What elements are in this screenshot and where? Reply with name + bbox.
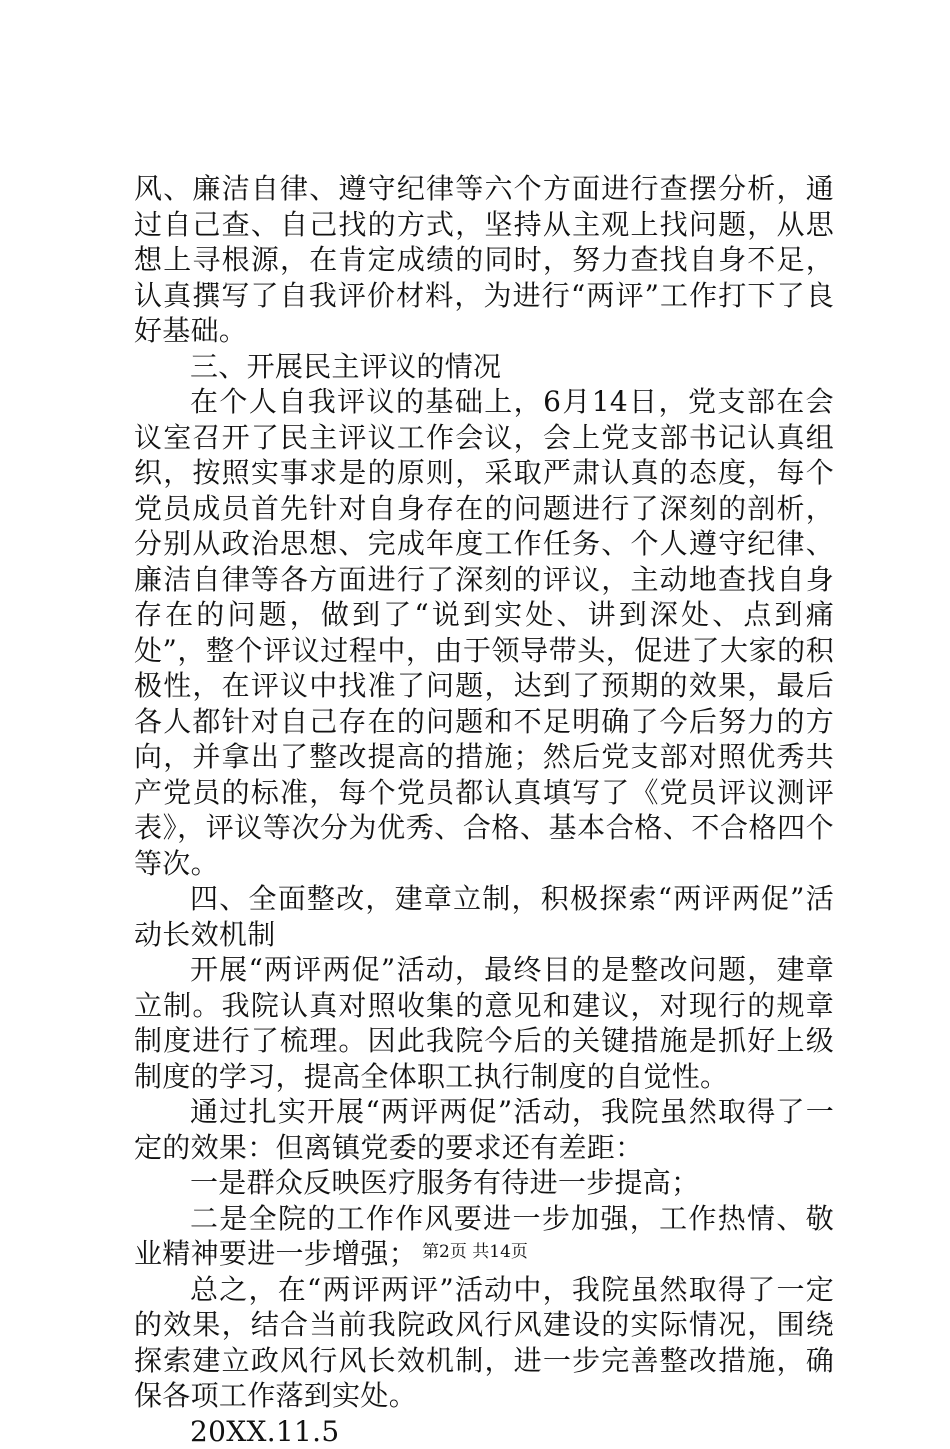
- paragraph-3: 在个人自我评议的基础上，6月14日，党支部在会议室召开了民主评议工作会议，会上党支部书记认真组织，按照实事求是的原则，采取严肃认真的态度，每个党员成员首先针对自身存在的问题进行了深刻的剖析，分别从政治思想、完成年度工作任务、个人遵守纪律、廉洁自律等各方面进行了深刻的评议，主动地查找自身存在的问题，做到了“说到实处、讲到深处、点到痛处”，整个评议过程中，由于领导带头，促进了大家的积极性，在评议中找准了问题，达到了预期的效果，最后各人都针对自己存在的问题和不足明确了今后努力的方向，并拿出了整改提高的措施；然后党支部对照优秀共产党员的标准，每个党员都认真填写了《党员评议测评表》，评议等次分为优秀、合格、基本合格、不合格四个等次。: [134, 384, 834, 881]
- section-heading-4: 四、全面整改，建章立制，积极探索“两评两促”活动长效机制: [134, 881, 834, 952]
- paragraph-8: 二是全院的工作作风要进一步加强，工作热情、敬业精神要进一步增强；: [134, 1201, 834, 1272]
- section-heading-3: 三、开展民主评议的情况: [134, 349, 834, 385]
- paragraph-5: 开展“两评两促”活动，最终目的是整改问题，建章立制。我院认真对照收集的意见和建议，对现行的规章制度进行了梳理。因此我院今后的关键措施是抓好上级制度的学习，提高全体职工执行制度的自觉性。: [134, 952, 834, 1094]
- paragraph-1: 风、廉洁自律、遵守纪律等六个方面进行查摆分析，通过自己查、自己找的方式，坚持从主观上找问题，从思想上寻根源，在肯定成绩的同时，努力查找自身不足，认真撰写了自我评价材料，为进行“两评”工作打下了良好基础。: [134, 171, 834, 349]
- paragraph-9: 总之，在“两评两评”活动中，我院虽然取得了一定的效果，结合当前我院政风行风建设的实际情况，围绕探索建立政风行风长效机制，进一步完善整改措施，确保各项工作落到实处。: [134, 1272, 834, 1414]
- document-date: 20XX.11.5: [134, 1414, 834, 1449]
- paragraph-6: 通过扎实开展“两评两促”活动，我院虽然取得了一定的效果：但离镇党委的要求还有差距：: [134, 1094, 834, 1165]
- page-footer: 第2页 共14页: [0, 1241, 950, 1263]
- paragraph-7: 一是群众反映医疗服务有待进一步提高；: [134, 1165, 834, 1201]
